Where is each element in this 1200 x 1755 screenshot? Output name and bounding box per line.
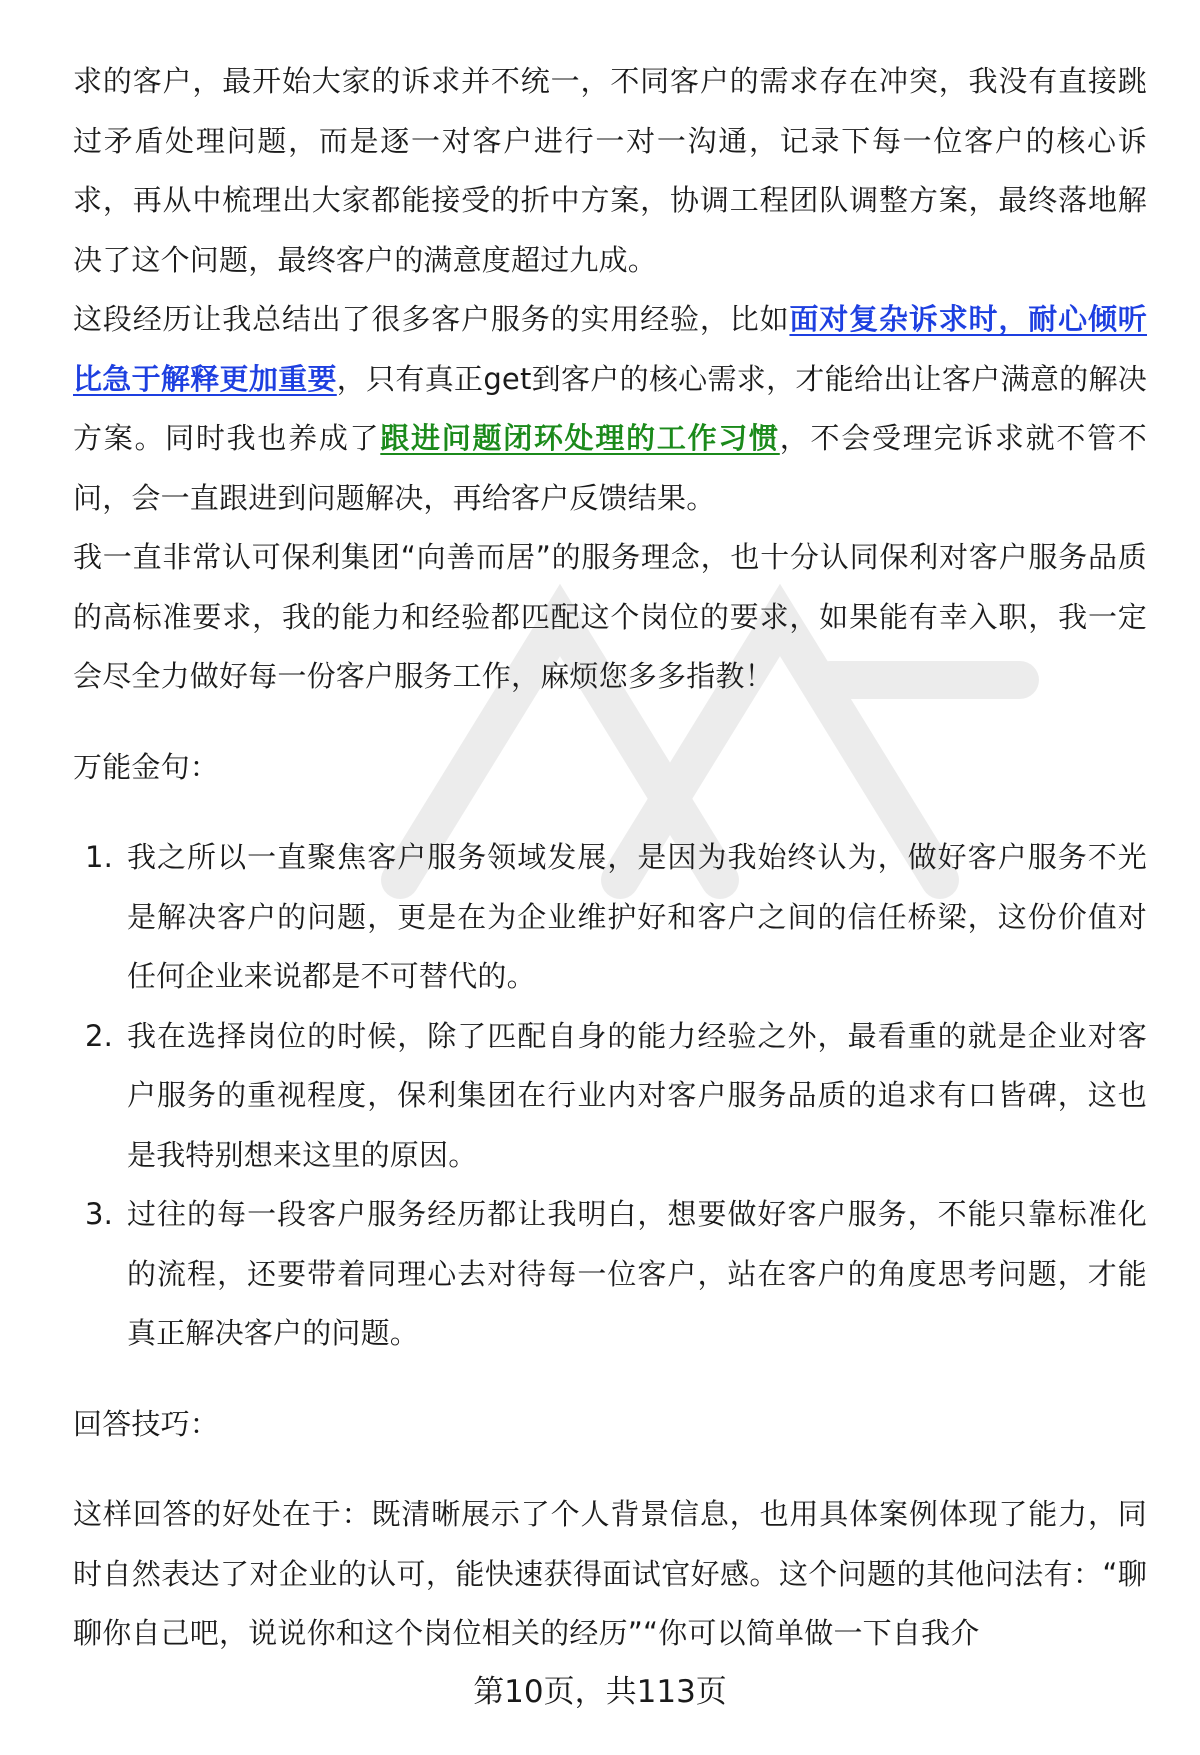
list-item <box>73 828 1147 1007</box>
paragraph-text: 这段经历让我总结出了很多客户服务的实用经验，比如 <box>73 302 790 336</box>
document-body <box>73 52 1147 1664</box>
list-item-text: 我在选择岗位的时候，除了匹配自身的能力经验之外，最看重的就是企业对客户服务的重视程度，保利集团在行业内对客户服务品质的追求有口皆碑，这也是我特别想来这里的原因。 <box>127 1018 1147 1172</box>
list-item-number: 2. <box>85 1018 114 1053</box>
page-footer: 第10页，共113页 <box>473 1674 727 1710</box>
paragraph-case-story: 求的客户，最开始大家的诉求并不统一，不同客户的需求存在冲突，我没有直接跳过矛盾处理问题，而是逐一对客户进行一对一沟通，记录下每一位客户的核心诉求，再从中梳理出大家都能接受的折中方案，协调工程团队调整方案，最终落地解决了这个问题，最终客户的满意度超过九成。 <box>73 64 1147 277</box>
highlight-green-text: 跟进问题闭环处理的工作习惯 <box>380 421 780 455</box>
list-item-number: 3. <box>85 1197 114 1231</box>
paragraph-text: ，只有真正get到客户的核心需求，才能给出让客户满意的解决方案。同时我也养成了 <box>73 361 1148 455</box>
list-item <box>73 1007 1147 1186</box>
list-item-text: 过往的每一段客户服务经历都让我明白，想要做好客户服务，不能只靠标准化的流程，还要带着同理心去对待每一位客户，站在客户的角度思考问题，才能真正解决客户的问题。 <box>127 1197 1147 1350</box>
list-item-text: 我之所以一直聚焦客户服务领域发展，是因为我始终认为，做好客户服务不光是解决客户的问题，更是在为企业维护好和客户之间的信任桥梁，这份价值对任何企业来说都是不可替代的。 <box>127 840 1147 993</box>
paragraph-tips: 这样回答的好处在于：既清晰展示了个人背景信息，也用具体案例体现了能力，同时自然表达了对企业的认可，能快速获得面试官好感。这个问题的其他问法有：“聊聊你自己吧，说说你和这个岗位相关的经历”“你可以简单做一下自我介 <box>73 1497 1147 1650</box>
paragraph-experience-summary <box>73 290 1147 528</box>
highlight-blue-text: 面对复杂诉求时，耐心倾听比急于解释更加重要 <box>73 302 1147 396</box>
list-item-number: 1. <box>85 840 114 874</box>
list-item <box>73 1185 1147 1364</box>
section-heading-tips: 回答技巧： <box>73 1406 220 1441</box>
paragraph-text: ，不会受理完诉求就不管不问，会一直跟进到问题解决，再给客户反馈结果。 <box>73 421 1147 515</box>
quotes-list <box>73 828 1147 1364</box>
section-heading-quotes: 万能金句： <box>73 749 220 784</box>
paragraph-company-fit: 我一直非常认可保利集团“向善而居”的服务理念，也十分认同保利对客户服务品质的高标准要求，我的能力和经验都匹配这个岗位的要求，如果能有幸入职，我一定会尽全力做好每一份客户服务工作，麻烦您多多指教！ <box>73 540 1147 693</box>
